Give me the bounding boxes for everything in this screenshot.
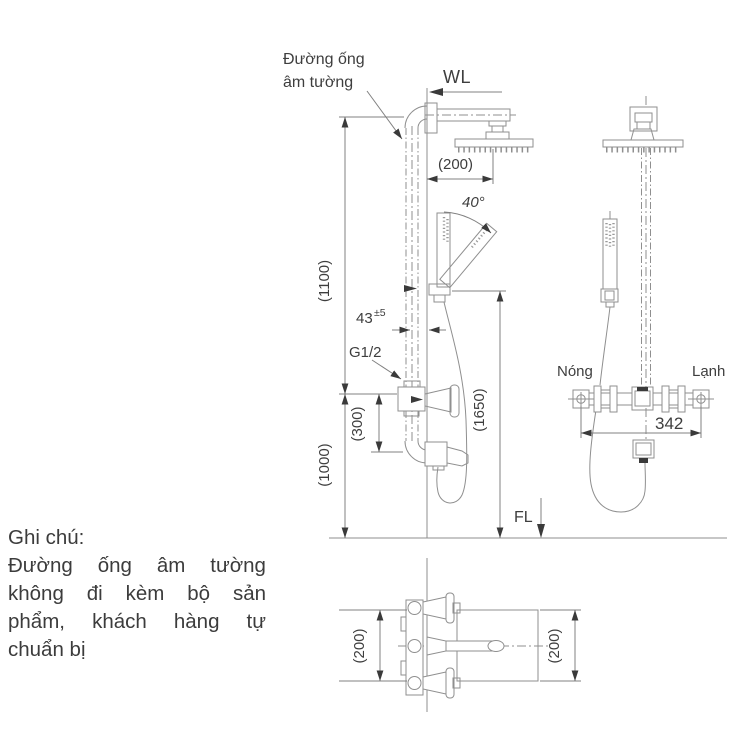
- note-word: kèm: [125, 582, 165, 605]
- note-line-3: [8, 608, 266, 636]
- note-word: không: [8, 582, 64, 605]
- note-line-1: [8, 552, 266, 580]
- plan-spout-tip: [488, 641, 504, 652]
- note-line-2: [8, 580, 266, 608]
- rain-head-front: [603, 140, 683, 147]
- right-cartridge-plate1: [662, 386, 669, 412]
- hose-side: [437, 302, 467, 503]
- concealed-pipe-label-line2: âm tường: [283, 74, 354, 91]
- rain-head-side: [455, 139, 533, 147]
- note-word: tự: [246, 610, 266, 633]
- note-word: tường: [210, 554, 266, 577]
- arm-valve-value: (1100): [316, 259, 333, 303]
- note-word: bộ: [187, 582, 211, 605]
- plan-view: [339, 558, 581, 712]
- plan-handle-bottom-cone: [423, 672, 446, 694]
- note-word: đi: [86, 582, 103, 605]
- head-connector-mid: [492, 126, 503, 132]
- front-head-neck: [637, 122, 650, 129]
- fl-arrow: [537, 524, 545, 538]
- front-wall-flange: [630, 107, 657, 131]
- front-flange-inner: [635, 113, 652, 122]
- wl-arrow: [429, 88, 443, 96]
- plan-handle-top-cone: [423, 597, 446, 619]
- valve-handle-cone-side: [425, 388, 451, 412]
- side-view: [329, 88, 727, 538]
- note-word: âm: [156, 554, 186, 577]
- hose-front-upper: [600, 307, 610, 385]
- plan-notch-2: [401, 661, 406, 675]
- spout-tip: [447, 447, 468, 466]
- hand-shower-front: [603, 219, 617, 289]
- right-cartridge-plate2: [678, 386, 685, 412]
- concealed-pipe-label-line1: Đường ống: [283, 51, 365, 68]
- hand-shower-tilted-body: [440, 223, 497, 287]
- note-word: khách: [92, 610, 147, 633]
- note-block: [8, 524, 266, 664]
- plan-spout-bar: [446, 641, 494, 651]
- concealed-pipe-leader: [367, 91, 402, 139]
- front-view: [557, 96, 725, 512]
- note-word: phẩm,: [8, 610, 65, 633]
- left-cartridge-plate2: [610, 386, 617, 412]
- plan-spout-cone: [427, 637, 446, 655]
- diverter-button: [637, 387, 648, 391]
- note-word: Đường: [8, 554, 73, 577]
- pipe-offset-value: 43: [356, 310, 373, 327]
- note-heading: Ghi chú:: [8, 526, 85, 549]
- cold-label: Lạnh: [692, 363, 726, 380]
- thread-leader: [372, 360, 401, 379]
- hand-shower-vertical: [437, 213, 450, 287]
- note-word: ống: [97, 554, 132, 577]
- holder-pointer-arrow: [404, 285, 417, 292]
- thread-label: G1/2: [349, 344, 382, 361]
- angle-value: 40°: [462, 194, 485, 211]
- swivel-arc: [444, 212, 491, 233]
- head-offset-value: (200): [438, 156, 474, 173]
- head-connector-base: [486, 132, 509, 139]
- wand-hose-nub: [606, 302, 614, 307]
- fl-label: FL: [514, 509, 533, 526]
- spout-hose-nub: [433, 466, 444, 470]
- left-cartridge-plate1: [594, 386, 601, 412]
- note-line-4: chuẩn bị: [8, 638, 86, 661]
- hose-front-loop: [590, 410, 646, 512]
- plan-valve-width-value: (200): [351, 628, 368, 664]
- valve-floor-value: (1000): [316, 443, 333, 487]
- wl-label: WL: [443, 67, 471, 87]
- wand-end-inner: [605, 291, 614, 300]
- hand-shower-holder-clip: [434, 295, 445, 302]
- plan-notch-1: [401, 617, 406, 631]
- pipe-offset-tolerance: ±5: [374, 307, 386, 319]
- valve-spout-value: (300): [349, 406, 366, 442]
- hand-shower-tilted: [440, 223, 497, 287]
- elbow-inner: [418, 119, 427, 128]
- hot-label: Nóng: [557, 363, 593, 380]
- note-word: sản: [232, 582, 266, 605]
- note-word: hàng: [173, 610, 220, 633]
- holder-floor-value: (1650): [471, 388, 488, 432]
- plan-head-width-value: (200): [546, 628, 563, 664]
- head-connector-upper: [489, 121, 506, 126]
- spout-elbow-outer: [405, 441, 427, 463]
- inlet-spacing-value: 342: [655, 414, 684, 433]
- outlet-nub: [639, 458, 648, 463]
- spout-body: [425, 442, 447, 466]
- elbow-outer: [405, 106, 427, 128]
